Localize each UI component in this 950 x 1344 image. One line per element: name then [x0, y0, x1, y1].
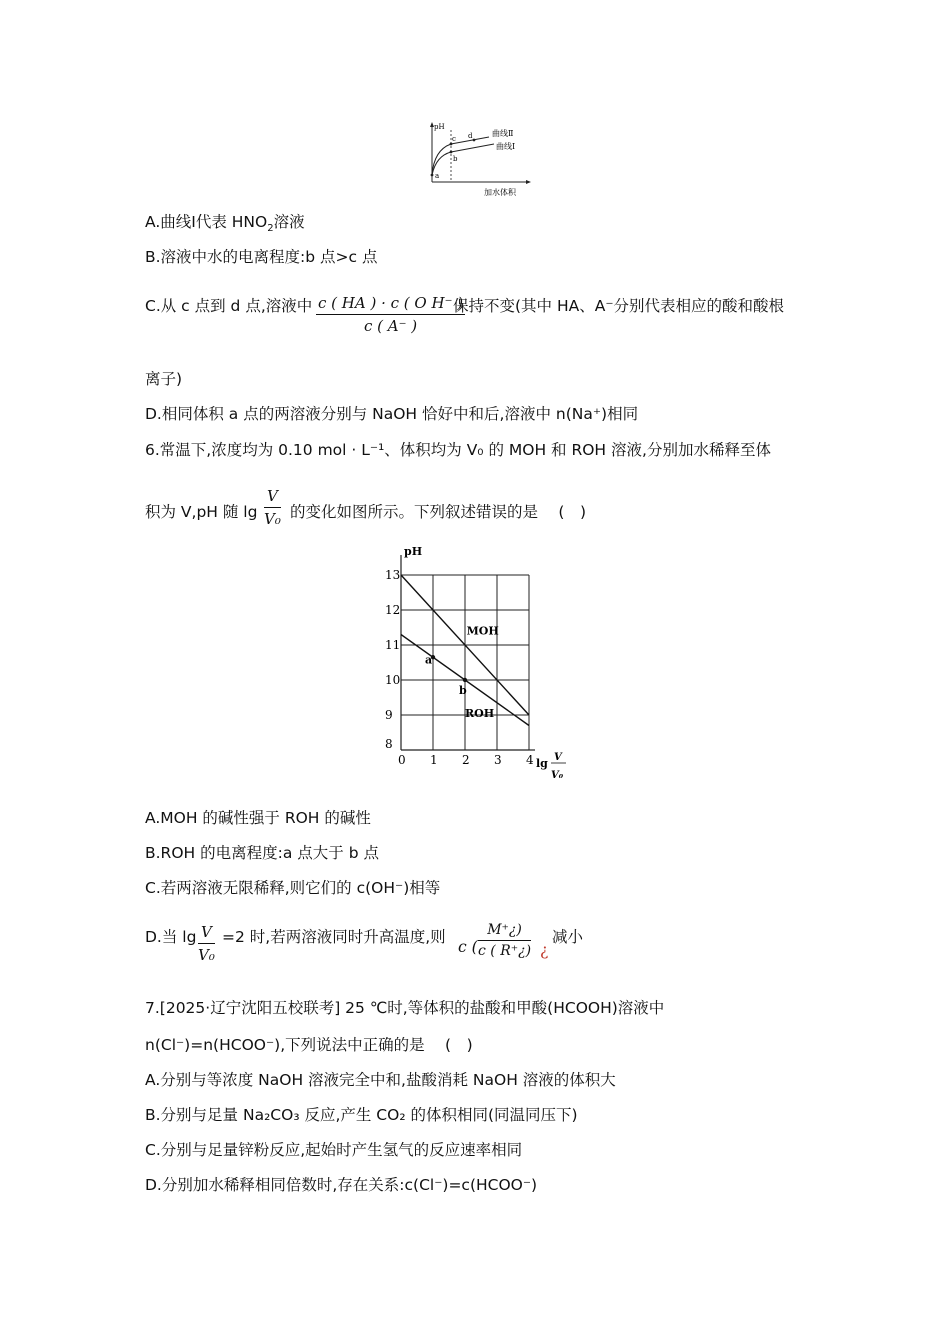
- q6-option-a: A.MOH 的碱性强于 ROH 的碱性: [145, 809, 371, 827]
- point-b: [463, 678, 467, 682]
- q6-option-d-fraction2: $\frac{M^+¿)}{c ( R^+¿)}$: [478, 922, 532, 959]
- q5-option-c-continued: 离子): [145, 370, 183, 388]
- q7-option-d: D.分别加水稀释相同倍数时,存在关系:c(Cl⁻)=c(HCOO⁻): [145, 1176, 538, 1194]
- q7-option-b: B.分别与足量 Na₂CO₃ 反应,产生 CO₂ 的体积相同(同温同压下): [145, 1106, 578, 1124]
- chart-ticks: [385, 568, 534, 767]
- q6-option-b: B.ROH 的电离程度:a 点大于 b 点: [145, 844, 379, 862]
- q6-option-d-tail: ¿: [540, 941, 549, 959]
- q7-stem-line1: 7.[2025·辽宁沈阳五校联考] 25 ℃时,等体积的盐酸和甲酸(HCOOH)溶液中: [145, 999, 665, 1017]
- series-label-ROH: ROH: [465, 706, 495, 720]
- q5-option-a: A.曲线Ⅰ代表 $HNO_2$溶液: [145, 213, 305, 235]
- q6-stem-line2-suffix: 的变化如图所示。下列叙述错误的是 ( ): [290, 503, 587, 521]
- q5-option-c-prefix: C.从 c 点到 d 点,溶液中: [145, 297, 313, 315]
- q6-option-d-fraction1: $\frac{V}{\text{V₀}}$: [198, 923, 215, 964]
- q5-option-c-suffix: 保持不变(其中 HA、A⁻分别代表相应的酸和酸根: [453, 297, 785, 315]
- y-tick-11: 11: [385, 638, 401, 652]
- chart-x-label: [536, 752, 566, 781]
- x-tick-1: 1: [430, 753, 438, 767]
- fig1-curve1-label: 曲线Ⅰ: [496, 142, 516, 151]
- q7-stem-line2: n(Cl⁻)=n(HCOO⁻),下列说法中正确的是 ( ): [145, 1036, 473, 1054]
- y-tick-10: 10: [385, 673, 401, 687]
- q6-stem-line1: 6.常温下,浓度均为 0.10 mol · L⁻¹、体积均为 V₀ 的 MOH 和 ROH 溶液,分别加水稀释至体: [145, 441, 771, 459]
- q5-option-c-fraction: $\frac{\text{c ( HA ) · c ( O H⁻ )}}{c ( A^- )}$: [318, 294, 464, 335]
- point-label-a: a: [425, 653, 433, 667]
- fig1-y-label: pH: [434, 123, 445, 131]
- ph-dilution-chart: [376, 540, 576, 790]
- chart-x-label-lg: lg: [536, 757, 548, 770]
- q6-option-d-c: c (: [458, 938, 478, 956]
- fig1-point-d: d: [468, 132, 473, 140]
- q6-option-d-prefix: D.当 lg: [145, 928, 197, 946]
- x-tick-3: 3: [494, 753, 502, 767]
- figure-dilution-curves: [424, 120, 534, 198]
- series-label-MOH: MOH: [466, 624, 499, 638]
- chart-grid: [401, 555, 535, 750]
- y-tick-13: 13: [385, 568, 401, 582]
- x-tick-0: 0: [398, 753, 406, 767]
- point-label-b: b: [459, 684, 467, 697]
- q6-option-c: C.若两溶液无限稀释,则它们的 c(OH⁻)相等: [145, 879, 441, 897]
- q7-option-c: C.分别与足量锌粉反应,起始时产生氢气的反应速率相同: [145, 1141, 523, 1159]
- y-tick-12: 12: [385, 603, 401, 617]
- fig1-point-c: c: [452, 135, 456, 143]
- fig1-curve2-label: 曲线Ⅱ: [492, 129, 514, 138]
- q5-option-d: D.相同体积 a 点的两溶液分别与 NaOH 恰好中和后,溶液中 n(Na⁺)相同: [145, 405, 639, 423]
- q6-option-d-middle: =2 时,若两溶液同时升高温度,则: [222, 928, 446, 946]
- q6-stem-line2-prefix: 积为 V,pH 随 lg: [145, 503, 258, 521]
- x-tick-4: 4: [526, 753, 534, 767]
- q6-stem-fraction: $\frac{V}{\text{V₀}}$: [264, 487, 281, 528]
- x-tick-2: 2: [462, 753, 470, 767]
- q6-option-d-suffix: 减小: [552, 928, 584, 946]
- chart-x-label-num: V: [554, 752, 562, 763]
- y-tick-9: 9: [385, 708, 393, 722]
- fig1-x-label: 加水体积: [484, 188, 516, 197]
- chart-y-label: pH: [404, 545, 423, 558]
- chart-points: [425, 653, 467, 697]
- y-tick-8: 8: [385, 737, 393, 751]
- fig1-point-a: a: [435, 172, 440, 180]
- q5-option-b: B.溶液中水的电离程度:b 点>c 点: [145, 248, 378, 266]
- fig1-point-b: b: [453, 155, 458, 163]
- chart-x-label-den: V₀: [551, 770, 564, 781]
- q7-option-a: A.分别与等浓度 NaOH 溶液完全中和,盐酸消耗 NaOH 溶液的体积大: [145, 1071, 616, 1089]
